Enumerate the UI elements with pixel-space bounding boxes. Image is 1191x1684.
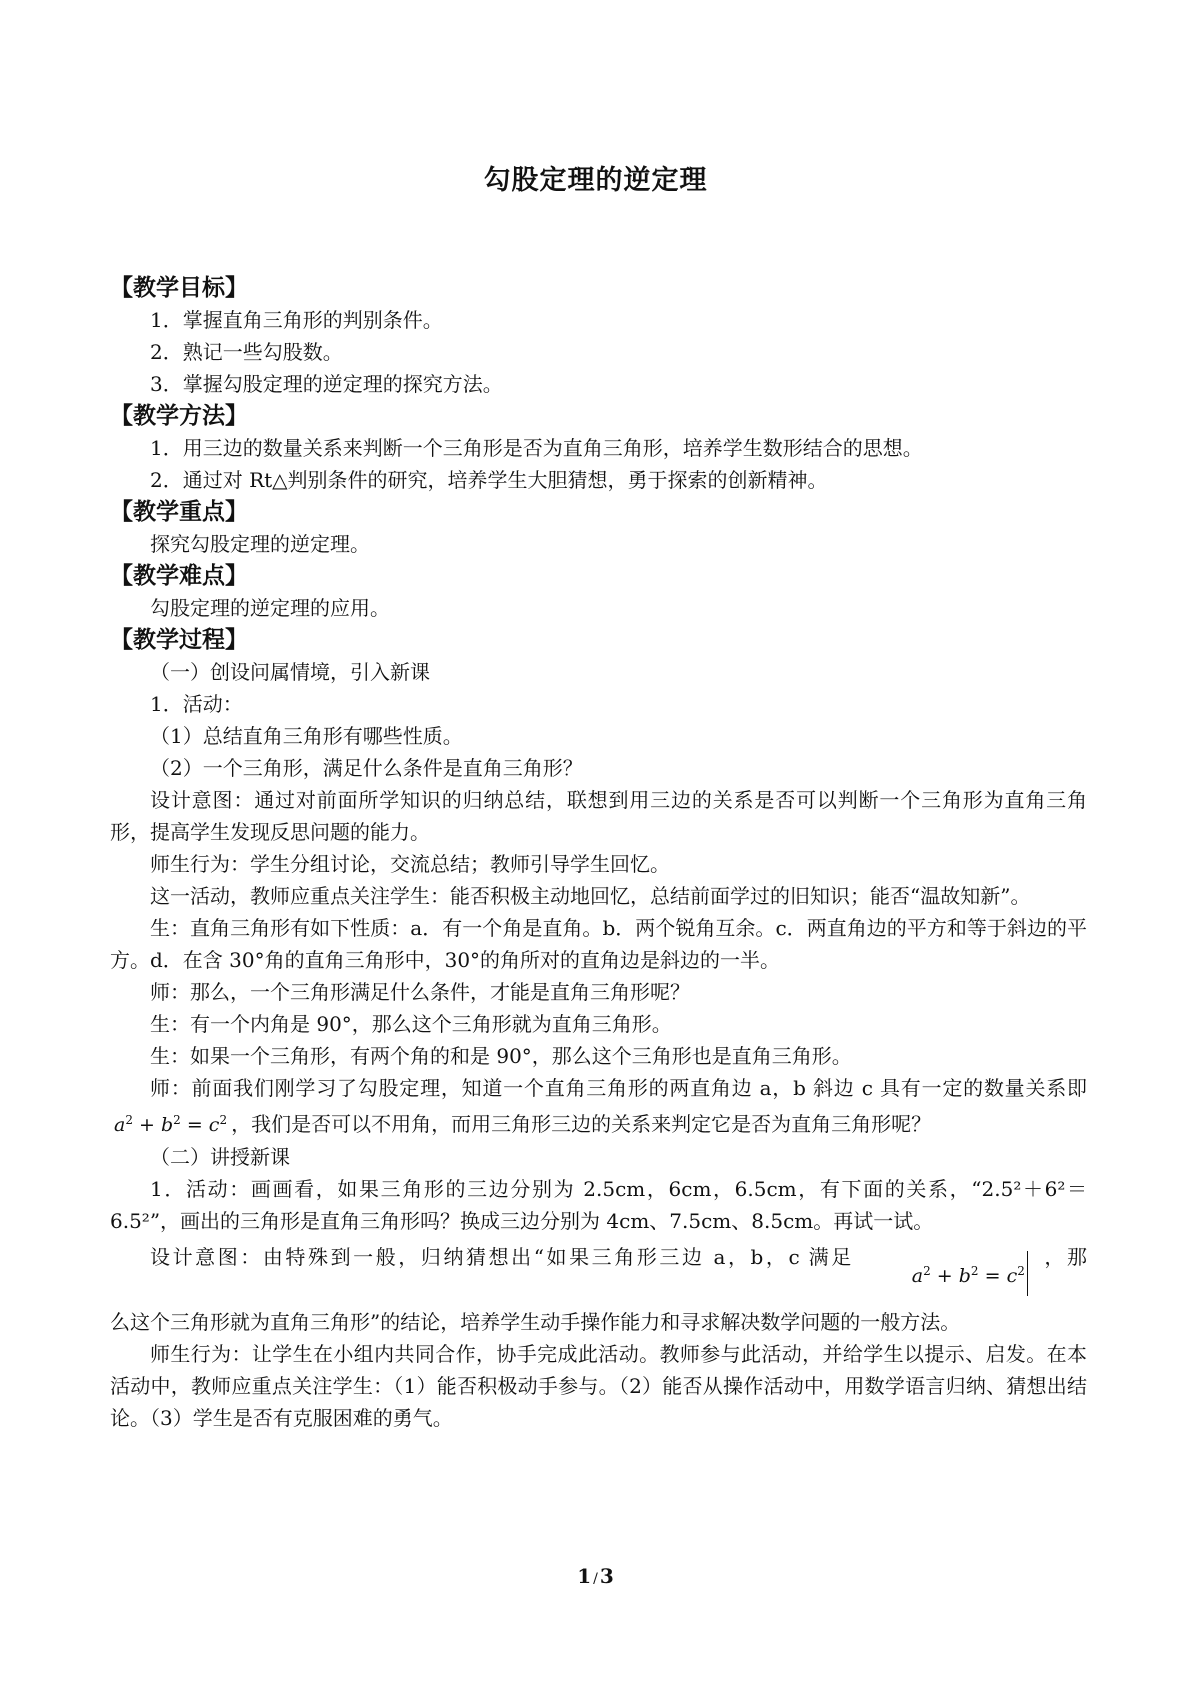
heading-key-point: 【教学重点】 (110, 499, 248, 525)
page-number (0, 1564, 1191, 1588)
student-answer-2: 生：有一个内角是 90°，那么这个三角形就为直角三角形。 (150, 1012, 672, 1036)
process-part2: （二）讲授新课 (150, 1145, 290, 1169)
page-separator: / (593, 1571, 598, 1587)
objective-item: 2．熟记一些勾股数。 (150, 340, 343, 364)
focus-1: 这一活动，教师应重点关注学生：能否积极主动地回忆，总结前面学过的旧知识；能否“温故知新”。 (150, 884, 1031, 908)
heading-process: 【教学过程】 (110, 627, 248, 653)
method-item: 2．通过对 Rt△判别条件的研究，培养学生大胆猜想，勇于探索的创新精神。 (150, 468, 828, 492)
student-answer-3: 生：如果一个三角形，有两个角的和是 90°，那么这个三角形也是直角三角形。 (150, 1044, 852, 1068)
teacher-question-2-end: ，我们是否可以不用角，而用三角形三边的关系来判定它是否为直角三角形呢？ (231, 1112, 932, 1136)
current-page: 1 (577, 1564, 592, 1588)
method-item: 1．用三边的数量关系来判断一个三角形是否为直角三角形，培养学生数形结合的思想。 (150, 436, 923, 460)
process-question2: （2）一个三角形，满足什么条件是直角三角形？ (150, 756, 583, 780)
student-answer-1: 生：直角三角形有如下性质：a．有一个角是直角。b．两个锐角互余。c．两直角边的平方和等于斜边的平方。d．在含 30°角的直角三角形中，30°的角所对的直角边是斜边的一半。 (110, 916, 1087, 972)
process-activity2: 1．活动：画画看，如果三角形的三边分别为 2.5cm，6cm，6.5cm，有下面的关系，“2.5²＋6²＝6.5²”，画出的三角形是直角三角形吗？换成三边分别为 4cm、7.5cm、8.5cm。再试一试。 (110, 1177, 1087, 1233)
page-title: 勾股定理的逆定理 (483, 165, 708, 196)
process-activity1: 1．活动： (150, 692, 243, 716)
heading-methods: 【教学方法】 (110, 403, 248, 429)
design-intent-2-line1: 设计意图：由特殊到一般，归纳猜想出“如果三角形三边 a，b，c 满足$a^2 + b^2 = c^2$，那 (110, 1237, 1087, 1296)
key-point-text: 探究勾股定理的逆定理。 (150, 532, 370, 556)
behavior-2: 师生行为：让学生在小组内共同合作，协手完成此活动。教师参与此活动，并给学生以提示、启发。在本活动中，教师应重点关注学生：（1）能否积极动手参与。（2）能否从操作活动中，用数学语言归纳、猜想出结论。（3）学生是否有克服困难的勇气。 (110, 1342, 1087, 1430)
design-intent-1: 设计意图：通过对前面所学知识的归纳总结，联想到用三边的关系是否可以判断一个三角形为直角三角形，提高学生发现反思问题的能力。 (110, 788, 1087, 844)
difficulty-text: 勾股定理的逆定理的应用。 (150, 596, 390, 620)
objective-item: 1．掌握直角三角形的判别条件。 (150, 308, 443, 332)
document-body (110, 272, 1087, 1434)
pythagorean-formula: $a^2 + b^2 = c^2$ (114, 1113, 228, 1136)
teacher-question-2 (110, 1072, 1087, 1141)
heading-objectives: 【教学目标】 (110, 275, 248, 301)
behavior-1: 师生行为：学生分组讨论，交流总结；教师引导学生回忆。 (150, 852, 670, 876)
process-part1: （一）创设问属情境，引入新课 (150, 660, 430, 684)
design-intent-2-line2: 么这个三角形就为直角三角形”的结论，培养学生动手操作能力和寻求解决数学问题的一般方法。 (110, 1310, 961, 1334)
total-pages: 3 (599, 1564, 614, 1588)
pythagorean-formula-2: $a^2 + b^2 = c^2$ (868, 1251, 1028, 1296)
objective-item: 3．掌握勾股定理的逆定理的探究方法。 (150, 372, 503, 396)
teacher-question-1: 师：那么，一个三角形满足什么条件，才能是直角三角形呢？ (150, 980, 690, 1004)
teacher-question-2-start: 师：前面我们刚学习了勾股定理，知道一个直角三角形的两直角边 a，b 斜边 c 具有一定的数量关系即 (150, 1076, 1087, 1100)
process-question1: （1）总结直角三角形有哪些性质。 (150, 724, 463, 748)
heading-difficulty: 【教学难点】 (110, 563, 248, 589)
